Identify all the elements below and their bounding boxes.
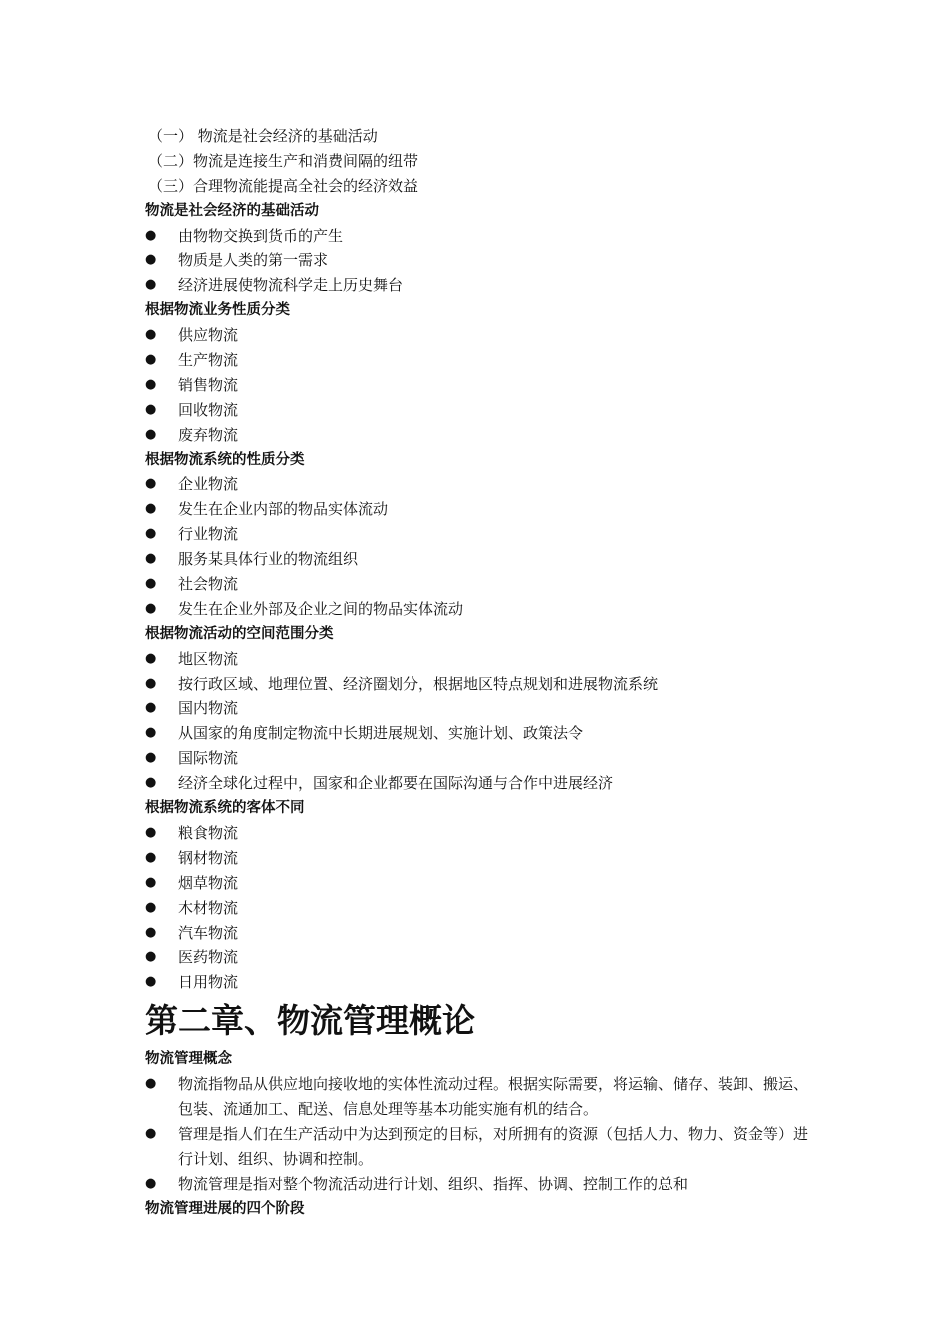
bullet-icon: ● <box>145 824 157 840</box>
list-item-text: 生产物流 <box>178 351 239 370</box>
list-item <box>145 746 815 771</box>
list-item-text: 物流指物品从供应地向接收地的实体性流动过程。根据实际需要，将运输、储存、装卸、搬运、包装、流通加工、配送、信息处理等基本功能实施有机的结合。 <box>178 1075 809 1118</box>
list-item-text: 经济进展使物流科学走上历史舞台 <box>178 276 404 295</box>
list-item <box>145 871 815 896</box>
list-item <box>145 273 815 298</box>
list-item-text: 国内物流 <box>178 699 239 718</box>
list-item-text: 地区物流 <box>178 649 239 668</box>
list-item-text: 物流管理是指对整个物流活动进行计划、组织、指挥、协调、控制工作的总和 <box>178 1174 689 1193</box>
list-item <box>145 572 815 597</box>
bullet-icon: ● <box>145 227 157 243</box>
list-item-text: 回收物流 <box>178 400 239 419</box>
list-item <box>145 547 815 572</box>
list-item <box>145 721 815 746</box>
list-item-text: 管理是指人们在生产活动中为达到预定的目标，对所拥有的资源（包括人力、物力、资金等）进行计划、组织、协调和控制。 <box>178 1124 809 1168</box>
bullet-icon: ● <box>145 1175 157 1191</box>
bullet-icon: ● <box>145 526 157 542</box>
list-item <box>145 1072 815 1122</box>
section-heading: 根据物流活动的空间范围分类 <box>145 625 334 642</box>
list-item-text: 按行政区域、地理位置、经济圈划分，根据地区特点规划和进展物流系统 <box>178 674 659 693</box>
bullet-icon: ● <box>145 252 157 268</box>
bullet-icon: ● <box>145 849 157 865</box>
bullet-icon: ● <box>145 750 157 766</box>
list-item-text: 物质是人类的第一需求 <box>178 251 329 270</box>
section-heading: 根据物流系统的客体不同 <box>145 800 305 817</box>
list-item <box>145 398 815 423</box>
list-item <box>145 821 815 846</box>
list-item <box>145 896 815 921</box>
list-item <box>145 771 815 796</box>
list-item-text: 发生在企业内部的物品实体流动 <box>178 500 389 519</box>
bullet-icon: ● <box>145 352 157 368</box>
list-item-text: 日用物流 <box>178 973 239 992</box>
intro-line: （一） 物流是社会经济的基础活动 <box>148 127 378 145</box>
list-item-text: 销售物流 <box>178 375 239 394</box>
bullet-icon: ● <box>145 974 157 990</box>
list-item-text: 供应物流 <box>178 326 239 345</box>
list-item-text: 发生在企业外部及企业之间的物品实体流动 <box>178 599 464 618</box>
section-heading: 根据物流系统的性质分类 <box>145 451 305 468</box>
list-item <box>145 647 815 672</box>
bullet-icon: ● <box>145 401 157 417</box>
bullet-icon: ● <box>145 501 157 517</box>
list-item <box>145 248 815 273</box>
bullet-icon: ● <box>145 949 157 965</box>
list-item <box>145 921 815 946</box>
chapter-title: 第二章、物流管理概论 <box>145 1001 475 1041</box>
list-item-text: 社会物流 <box>178 575 239 594</box>
list-item <box>145 323 815 348</box>
list-item <box>145 597 815 622</box>
list-item-text: 行业物流 <box>178 525 239 544</box>
section-heading: 物流管理进展的四个阶段 <box>145 1200 305 1217</box>
list-item <box>145 1122 815 1172</box>
list-item-text: 废弃物流 <box>178 425 239 444</box>
list-item-text: 木材物流 <box>178 898 239 917</box>
list-item-text: 钢材物流 <box>178 848 239 867</box>
list-item-text: 企业物流 <box>178 475 239 494</box>
document-content <box>145 124 815 1221</box>
bullet-icon: ● <box>145 675 157 691</box>
bullet-icon: ● <box>145 376 157 392</box>
list-item <box>145 1172 815 1197</box>
list-item <box>145 970 815 995</box>
bullet-icon: ● <box>145 426 157 442</box>
list-item <box>145 348 815 373</box>
bullet-icon: ● <box>145 899 157 915</box>
list-item-text: 服务某具体行业的物流组织 <box>178 550 359 569</box>
bullet-icon: ● <box>145 725 157 741</box>
list-item <box>145 373 815 398</box>
list-item-text: 医药物流 <box>178 948 239 967</box>
list-item-text: 经济全球化过程中，国家和企业都要在国际沟通与合作中进展经济 <box>178 774 614 793</box>
list-item <box>145 472 815 497</box>
bullet-icon: ● <box>145 650 157 666</box>
intro-line: （二）物流是连接生产和消费间隔的纽带 <box>148 151 419 170</box>
list-item <box>145 497 815 522</box>
list-item-text: 烟草物流 <box>178 873 239 892</box>
list-item-text: 由物物交换到货币的产生 <box>178 226 344 245</box>
list-item-text: 粮食物流 <box>178 823 239 842</box>
bullet-icon: ● <box>145 327 157 343</box>
list-item <box>145 672 815 697</box>
list-item <box>145 423 815 448</box>
list-item <box>145 522 815 547</box>
bullet-icon: ● <box>145 476 157 492</box>
section-heading: 物流是社会经济的基础活动 <box>145 202 319 219</box>
list-item-text: 汽车物流 <box>178 923 239 942</box>
list-item <box>145 945 815 970</box>
bullet-icon: ● <box>145 775 157 791</box>
list-item <box>145 846 815 871</box>
list-item <box>145 696 815 721</box>
section-heading: 物流管理概念 <box>145 1051 232 1068</box>
bullet-icon: ● <box>145 277 157 293</box>
bullet-icon: ● <box>145 924 157 940</box>
bullet-icon: ● <box>145 576 157 592</box>
bullet-icon: ● <box>145 1125 157 1141</box>
list-item-text: 国际物流 <box>178 749 239 768</box>
bullet-icon: ● <box>145 874 157 890</box>
bullet-icon: ● <box>145 1076 157 1092</box>
bullet-icon: ● <box>145 700 157 716</box>
intro-line: （三）合理物流能提高全社会的经济效益 <box>148 176 419 195</box>
section-heading: 根据物流业务性质分类 <box>145 302 290 319</box>
list-item-text: 从国家的角度制定物流中长期进展规划、实施计划、政策法令 <box>178 724 584 743</box>
bullet-icon: ● <box>145 600 157 616</box>
list-item <box>145 224 815 249</box>
bullet-icon: ● <box>145 551 157 567</box>
